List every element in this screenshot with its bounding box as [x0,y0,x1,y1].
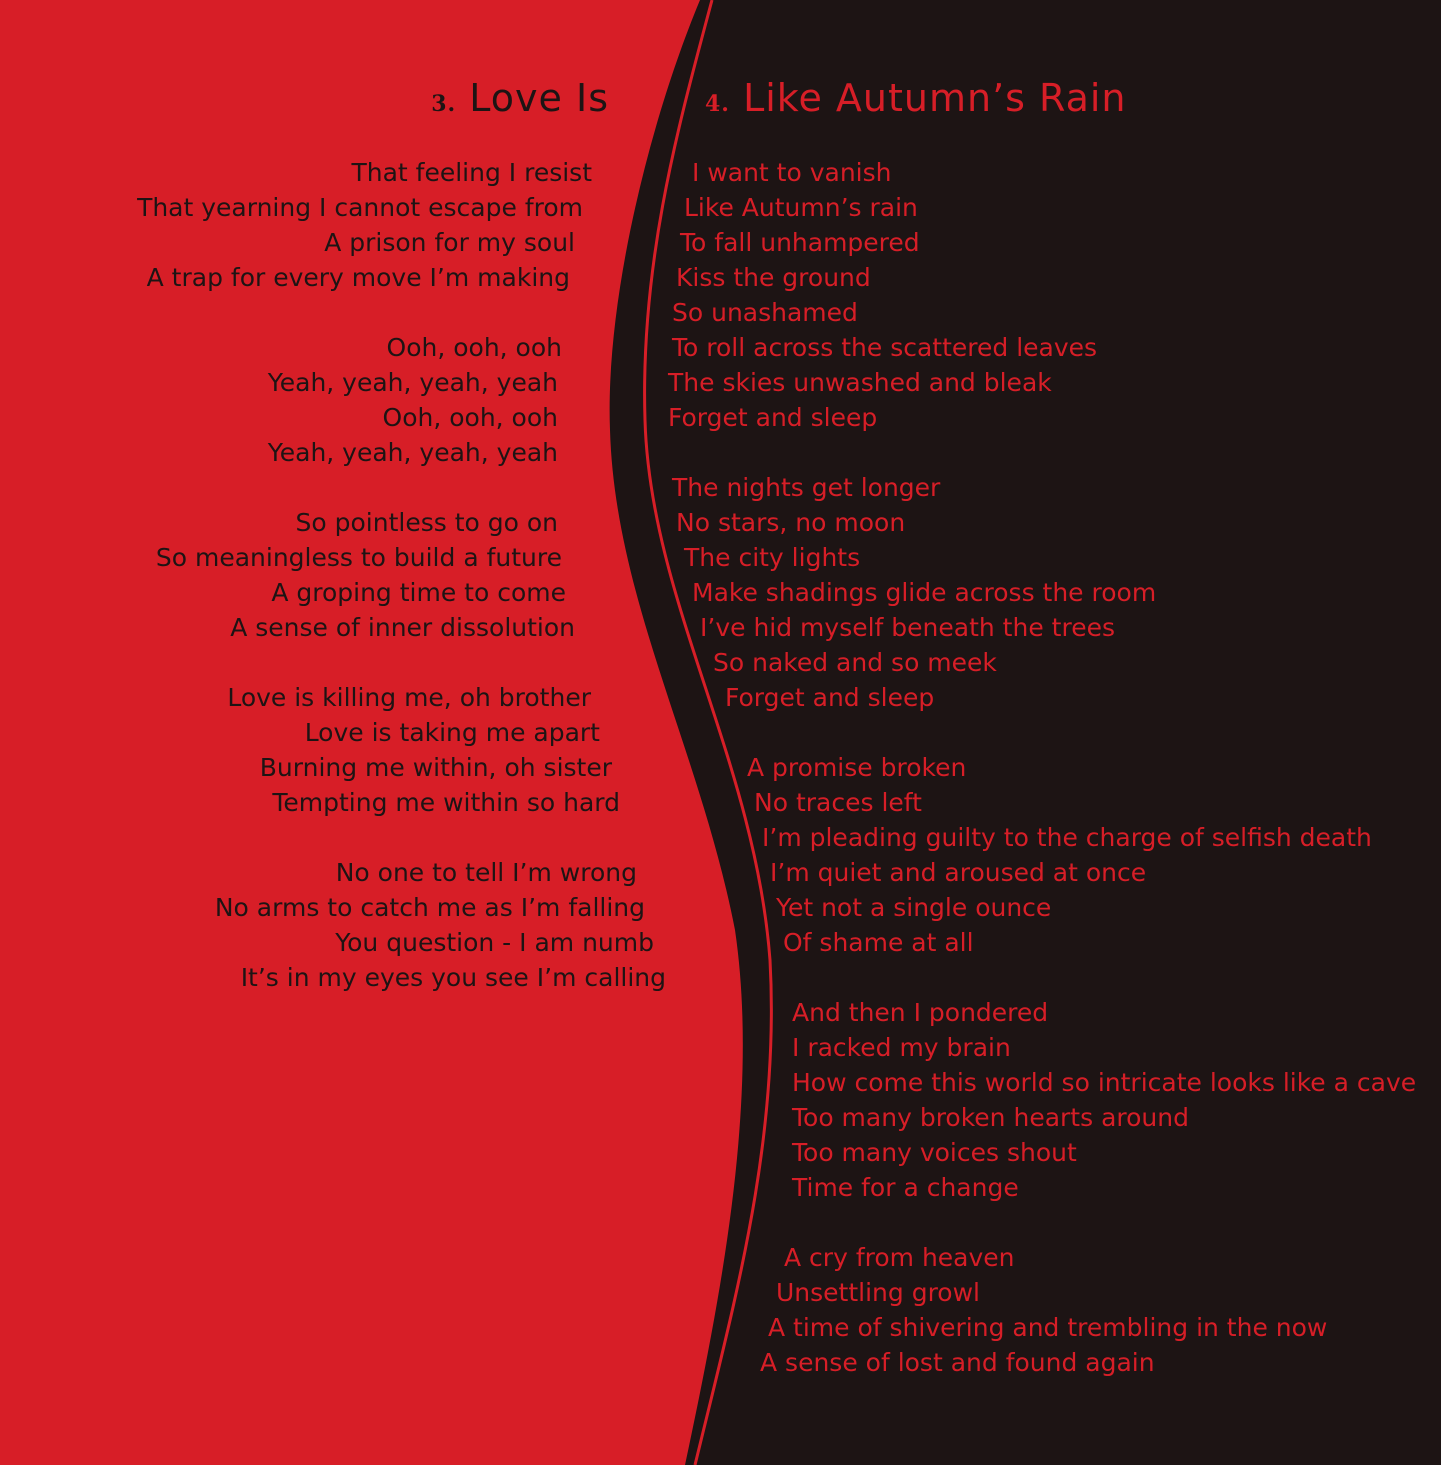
left-song-number: 3. [431,91,457,117]
right_song-line: I want to vanish [692,158,892,187]
left_song-line: A sense of inner dissolution [230,613,575,642]
right-song-title [705,76,1127,120]
right_song-line: How come this world so intricate looks like a cave [792,1068,1417,1097]
right_song-line: A promise broken [747,753,967,782]
left_song-line: Ooh, ooh, ooh [386,333,562,362]
right_song-line: Make shadings glide across the room [692,578,1157,607]
right_song-line: Kiss the ground [676,263,871,292]
right_song-line: Time for a change [792,1173,1019,1202]
right_song-line: I’ve hid myself beneath the trees [700,613,1115,642]
left_song-line: Yeah, yeah, yeah, yeah [267,368,558,397]
left_song-line: A groping time to come [271,578,566,607]
right-song-number: 4. [705,91,730,117]
right_song-line: No traces left [754,788,922,817]
right_song-line: Forget and sleep [725,683,935,712]
left_song-line: That feeling I resist [351,158,592,187]
left_song-line: Yeah, yeah, yeah, yeah [267,438,558,467]
right_song-line: To roll across the scattered leaves [672,333,1098,362]
right_song-line: Forget and sleep [668,403,878,432]
right_song-line: Too many broken hearts around [792,1103,1189,1132]
left_song-line: Love is taking me apart [304,718,600,747]
right_song-line: The skies unwashed and bleak [668,368,1052,397]
right_song-line: I’m quiet and aroused at once [770,858,1147,887]
right_song-line: So unashamed [672,298,858,327]
left_song-line: Burning me within, oh sister [259,753,612,782]
left_song-line: It’s in my eyes you see I’m calling [240,963,666,992]
right-song-title-text: Like Autumn’s Rain [743,76,1127,120]
left_song-line: So pointless to go on [295,508,558,537]
right_song-line: A sense of lost and found again [760,1348,1155,1377]
right_song-line: A time of shivering and trembling in the now [768,1313,1328,1342]
left_song-line: Ooh, ooh, ooh [382,403,558,432]
left_song-line: Love is killing me, oh brother [227,683,591,712]
right_song-line: Like Autumn’s rain [684,193,918,222]
right_song-line: The city lights [684,543,861,572]
left_song-line: That yearning I cannot escape from [137,193,583,222]
left_song-line: A prison for my soul [324,228,575,257]
right_song-line: So naked and so meek [713,648,997,677]
left_song-line: No one to tell I’m wrong [335,858,637,887]
left_song-line: So meaningless to build a future [155,543,562,572]
right_song-line: Too many voices shout [792,1138,1077,1167]
left_song-line: Tempting me within so hard [272,788,620,817]
right_song-line: No stars, no moon [676,508,906,537]
right_song-line: I’m pleading guilty to the charge of selfish death [762,823,1372,852]
right_song-line: A cry from heaven [784,1243,1015,1272]
right_song-line: Of shame at all [783,928,974,957]
left_song-line: You question - I am numb [335,928,654,957]
left-song-title [431,76,609,120]
right_song-line: I racked my brain [792,1033,1011,1062]
left_song-line: A trap for every move I’m making [146,263,570,292]
left-song-title-text: Love Is [469,76,609,120]
right_song-line: And then I pondered [792,998,1049,1027]
right_song-line: To fall unhampered [680,228,920,257]
right_song-line: The nights get longer [672,473,941,502]
right_song-line: Unsettling growl [776,1278,980,1307]
right_song-line: Yet not a single ounce [776,893,1052,922]
left_song-line: No arms to catch me as I’m falling [214,893,645,922]
